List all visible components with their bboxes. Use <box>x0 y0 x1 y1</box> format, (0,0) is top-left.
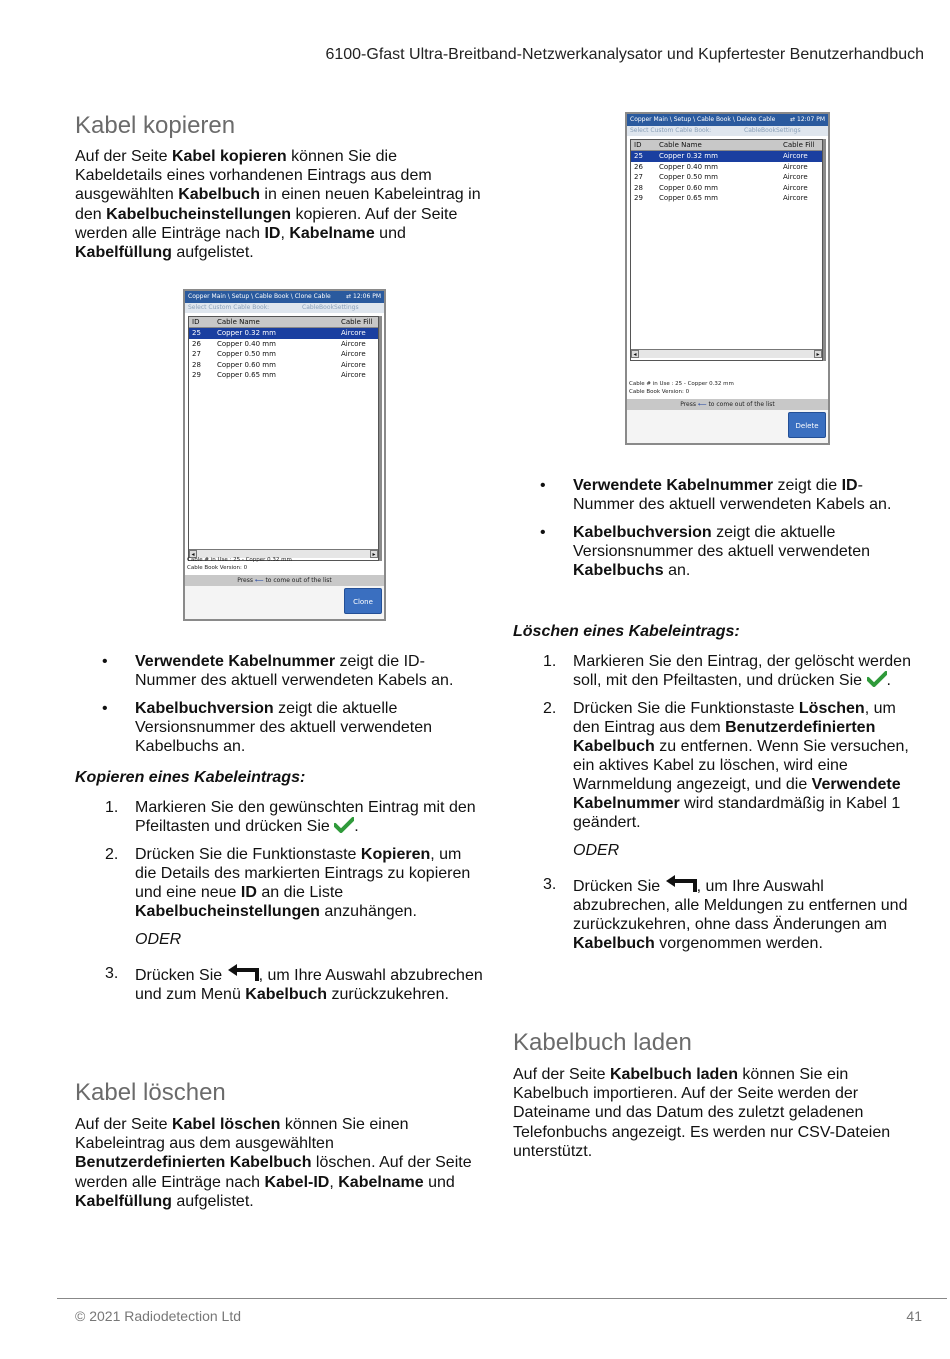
step-text: Markieren Sie den gewünschten Eintrag mit den Pfeiltasten und drücken Sie <box>135 799 476 835</box>
bold-term: Kabelfüllung <box>75 1192 172 1210</box>
copy-subheading: Kopieren eines Kabeleintrags: <box>75 769 306 786</box>
bullet-term: Verwendete Kabelnummer <box>135 653 336 670</box>
cable-list[interactable] <box>630 139 823 361</box>
step-text: , um den Eintrag aus dem <box>573 700 896 736</box>
bullet-term: Kabelbuchversion <box>135 700 274 717</box>
list-item: • Kabelbuchversion zeigt die aktuelle Versionsnummer des aktuell verwendeten Kabelbuchs an. <box>102 700 433 755</box>
step-3: 3. Drücken Sie , um Ihre Auswahl abzubrechen und zum Menü Kabelbuch zurückzukehren. <box>105 965 483 1003</box>
table-row[interactable] <box>189 339 378 350</box>
cell-cable-fill: Aircore <box>341 329 366 337</box>
table-row[interactable] <box>189 360 378 371</box>
press-hint-b: to come out of the list <box>708 401 775 408</box>
step-bold: Kabelbucheinstellungen <box>135 903 320 920</box>
table-row[interactable] <box>631 151 822 162</box>
cell-cable-name: Copper 0.50 mm <box>659 173 718 181</box>
step-text: Drücken Sie <box>573 878 661 895</box>
page-number: 41 <box>906 1308 922 1324</box>
step-text: , um Ihre Auswahl abzubrechen, alle Meldungen zu entfernen und zurückzukehren, ohne dass Änderungen am <box>573 878 908 933</box>
cable-book-version: Cable Book Version: 0 <box>629 389 690 395</box>
horizontal-scrollbar[interactable] <box>631 349 822 358</box>
bold-term: Kabelname <box>338 1173 424 1191</box>
oder-label: ODER <box>135 931 182 948</box>
cell-id: 27 <box>634 173 643 181</box>
step-bold: Kabelbuch <box>573 935 655 952</box>
scroll-right-icon[interactable]: ▸ <box>814 350 822 358</box>
bullet-text: zeigt die ID-Nummer des aktuell verwendeten Kabels an. <box>135 653 454 689</box>
step-bold: Kabelbuch <box>245 986 328 1003</box>
cable-list-header <box>631 140 822 151</box>
section-heading-copy: Kabel kopieren <box>75 112 236 139</box>
cable-in-use: Cable # in Use : 25 - Copper 0.32 mm <box>187 557 292 563</box>
step-text: wird standardmäßig in Kabel 1 geändert. <box>573 795 901 831</box>
cell-id: 27 <box>192 350 201 358</box>
oder-label: ODER <box>573 842 620 859</box>
cell-id: 26 <box>192 339 201 348</box>
function-bar <box>185 586 384 619</box>
col-id: ID <box>634 141 642 149</box>
cell-id: 29 <box>634 194 643 202</box>
cell-cable-name: Copper 0.65 mm <box>217 371 276 379</box>
bullet-text: zeigt die <box>773 477 842 494</box>
load-intro: Auf der Seite Kabelbuch laden können Sie ein Kabelbuch importieren. Auf der Seite werden der Dateiname und das Datum des zuletzt geladenen Telefonbuchs angezeigt. Es werden nur CSV-Dateien unterstützt. <box>513 1066 891 1160</box>
list-item: • Kabelbuchversion zeigt die aktuelle Versionsnummer des aktuell verwendeten Kabelbuchs an. <box>540 524 871 579</box>
step-2: 2. Drücken Sie die Funktionstaste Kopieren, um die Details des markierten Eintrags zu kopieren und eine neue ID an die Liste Kabelbucheinstellungen anzuhängen. ODER <box>135 845 485 949</box>
col-cable-name: Cable Name <box>659 141 702 149</box>
select-value: CableBookSettings <box>302 304 359 311</box>
cable-in-use: Cable # in Use : 25 - Copper 0.32 mm <box>629 381 734 387</box>
bold-term: Kabel kopieren <box>171 148 287 165</box>
cell-cable-fill: Aircore <box>783 194 808 202</box>
cell-cable-name: Copper 0.40 mm <box>217 339 276 348</box>
cable-rows <box>631 151 822 204</box>
press-hint-a: Press <box>680 401 696 408</box>
step-1: 1. Markieren Sie den Eintrag, der gelöscht werden soll, mit den Pfeiltasten, und drücken Sie . <box>543 653 911 689</box>
table-row[interactable] <box>189 349 378 360</box>
cell-id: 29 <box>192 371 201 379</box>
document-header: 6100-Gfast Ultra-Breitband-Netzwerkanalysator und Kupfertester Benutzerhandbuch <box>325 46 924 63</box>
step-bold: Benutzerdefinierten Kabelbuch <box>573 719 876 755</box>
press-hint <box>627 399 828 410</box>
bold-term: Kabelfüllung <box>75 244 172 262</box>
back-arrow-icon: ⟵ <box>254 577 264 584</box>
cable-list[interactable] <box>188 316 379 561</box>
press-hint <box>185 575 384 586</box>
titlebar-time: ⇄ 12:06 PM <box>346 293 381 300</box>
back-arrow-icon: ⟵ <box>697 401 707 408</box>
vertical-scrollbar[interactable] <box>823 139 826 361</box>
step-bold: Kopieren <box>360 846 431 863</box>
bold-term: Kabelbucheinstellungen <box>106 205 292 223</box>
bullet-term: Verwendete Kabelnummer <box>573 477 774 494</box>
step-text: zu entfernen. Wenn Sie versuchen, ein aktives Kabel zu löschen, wird eine Warnmeldung angezeigt, und die <box>573 738 909 793</box>
step-text: Drücken Sie die Funktionstaste <box>573 700 799 717</box>
bold-term: Kabelbuch <box>178 186 260 204</box>
cell-cable-fill: Aircore <box>341 371 366 379</box>
cable-book-version: Cable Book Version: 0 <box>187 565 248 571</box>
cell-id: 25 <box>192 329 201 337</box>
step-3: 3. Drücken Sie , um Ihre Auswahl abzubrechen, alle Meldungen zu entfernen und zurückzukehren, ohne dass Änderungen am Kabelbuch vorgenommen werden. <box>543 876 908 952</box>
step-text: , um Ihre Auswahl abzubrechen und zum Menü <box>135 967 483 1003</box>
delete-intro: Auf der Seite Kabel löschen können Sie einen Kabeleintrag aus dem ausgewählten Benutzerdefinierten Kabelbuch löschen. Auf der Seite werden alle Einträge nach Kabel-ID, Kabelname und Kabelfüllung aufgelistet. <box>75 1116 472 1210</box>
table-row[interactable] <box>631 183 822 194</box>
copy-steps <box>105 798 485 1013</box>
press-hint-b: to come out of the list <box>265 577 332 584</box>
step-bold: Verwendete Kabelnummer <box>573 776 901 812</box>
cell-id: 28 <box>634 183 643 192</box>
device-titlebar <box>627 114 828 126</box>
step-bold: Löschen <box>798 700 865 717</box>
cell-cable-name: Copper 0.60 mm <box>217 360 276 369</box>
bullet-text: an. <box>663 562 691 579</box>
delete-subheading: Löschen eines Kabeleintrags: <box>513 623 740 640</box>
col-id: ID <box>192 318 200 326</box>
cell-cable-name: Copper 0.40 mm <box>659 162 718 171</box>
cell-cable-name: Copper 0.50 mm <box>217 350 276 358</box>
cell-cable-name: Copper 0.60 mm <box>659 183 718 192</box>
cable-list-header <box>189 317 378 328</box>
clone-button[interactable]: Clone <box>344 588 382 614</box>
cell-cable-fill: Aircore <box>783 183 808 192</box>
cable-book-select[interactable] <box>627 126 828 136</box>
col-cable-fill: Cable Fill <box>341 318 373 326</box>
cell-cable-fill: Aircore <box>783 162 808 171</box>
cell-cable-name: Copper 0.65 mm <box>659 194 718 202</box>
table-row[interactable] <box>189 370 378 381</box>
cell-id: 26 <box>634 162 643 171</box>
step-text: Drücken Sie die Funktionstaste <box>135 846 361 863</box>
bullet-term: Kabelbuchversion <box>573 524 712 541</box>
bullet-term: ID <box>841 477 858 494</box>
cell-cable-fill: Aircore <box>783 173 808 181</box>
step-text: zurückzukehren. <box>327 986 449 1003</box>
step-text: Drücken Sie <box>135 967 223 984</box>
list-item: • Verwendete Kabelnummer zeigt die ID-Nummer des aktuell verwendeten Kabels an. <box>540 477 892 513</box>
step-2: 2. Drücken Sie die Funktionstaste Löschen, um den Eintrag aus dem Benutzerdefinierten Kabelbuch zu entfernen. Wenn Sie versuchen, ein aktives Kabel zu löschen, wird eine Warnmeldung angezeigt, und die Verwendete Kabelnummer wird standardmäßig in Kabel 1 geändert. ODER <box>573 699 925 860</box>
delete-bullets <box>540 476 923 589</box>
col-cable-name: Cable Name <box>217 318 260 326</box>
bold-term: ID <box>264 224 281 242</box>
cell-id: 28 <box>192 360 201 369</box>
clone-cable-screenshot <box>183 289 386 621</box>
bullet-text: zeigt die aktuelle Versionsnummer des aktuell verwendeten Kabelbuchs an. <box>135 700 433 755</box>
cell-id: 25 <box>634 152 643 160</box>
checkmark-icon <box>867 671 887 687</box>
bullet-term: Kabelbuchs <box>573 562 664 579</box>
list-item: • Verwendete Kabelnummer zeigt die ID-Nummer des aktuell verwendeten Kabels an. <box>102 653 454 689</box>
cable-rows <box>189 328 378 381</box>
back-arrow-icon <box>227 964 259 982</box>
scroll-right-icon[interactable]: ▸ <box>370 550 378 558</box>
cell-cable-fill: Aircore <box>341 360 366 369</box>
cell-cable-name: Copper 0.32 mm <box>659 152 718 160</box>
scroll-left-icon[interactable]: ◂ <box>631 350 639 358</box>
table-row[interactable] <box>631 172 822 183</box>
step-text: anzuhängen. <box>319 903 417 920</box>
function-bar <box>627 410 828 443</box>
step-text: , um die Details des markierten Eintrags zu kopieren und eine neue <box>135 846 471 901</box>
select-label: Select Custom Cable Book: <box>630 127 712 134</box>
step-text: Markieren Sie den Eintrag, der gelöscht werden soll, mit den Pfeiltasten, und drücken Sie <box>573 653 911 689</box>
back-arrow-icon <box>665 875 697 893</box>
bold-term: Benutzerdefinierten Kabelbuch <box>75 1154 312 1172</box>
delete-button[interactable]: Delete <box>788 412 826 438</box>
device-titlebar <box>185 291 384 303</box>
scroll-left-icon[interactable]: ◂ <box>189 550 197 558</box>
step-1: 1. Markieren Sie den gewünschten Eintrag mit den Pfeiltasten und drücken Sie . <box>105 799 476 835</box>
checkmark-icon <box>334 817 354 833</box>
titlebar-time: ⇄ 12:07 PM <box>790 116 825 123</box>
copy-bullets <box>102 652 485 765</box>
step-text: vorgenommen werden. <box>654 935 823 952</box>
bold-term: Kabel-ID <box>264 1173 330 1191</box>
cell-cable-fill: Aircore <box>341 339 366 348</box>
step-text: an die Liste <box>256 884 344 901</box>
press-hint-a: Press <box>237 577 253 584</box>
cell-cable-name: Copper 0.32 mm <box>217 329 276 337</box>
table-row[interactable] <box>189 328 378 339</box>
select-value: CableBookSettings <box>744 127 801 134</box>
delete-steps <box>543 652 925 962</box>
copy-intro: Auf der Seite Kabel kopieren können Sie die Kabeldetails eines vorhandenen Eintrags aus dem ausgewählten Kabelbuch in einen neuen Kabeleintrag in den Kabelbucheinstellungen kopieren. Auf der Seite werden alle Einträge nach ID, Kabelname und Kabelfüllung aufgelistet. <box>75 148 481 262</box>
section-heading-delete: Kabel löschen <box>75 1079 226 1106</box>
table-row[interactable] <box>631 193 822 204</box>
delete-cable-screenshot <box>625 112 830 445</box>
bullet-text: zeigt die aktuelle Versionsnummer des aktuell verwendeten <box>573 524 871 560</box>
cell-cable-fill: Aircore <box>783 152 808 160</box>
bold-term: Kabelbuch laden <box>609 1066 738 1083</box>
cell-cable-fill: Aircore <box>341 350 366 358</box>
table-row[interactable] <box>631 162 822 173</box>
step-bold: ID <box>240 884 257 901</box>
col-cable-fill: Cable Fill <box>783 141 815 149</box>
titlebar-path: Copper Main \ Setup \ Cable Book \ Clone Cable <box>188 293 331 300</box>
select-label: Select Custom Cable Book: <box>188 304 270 311</box>
cable-book-select[interactable] <box>185 303 384 313</box>
footer-copyright: © 2021 Radiodetection Ltd <box>75 1308 241 1324</box>
titlebar-path: Copper Main \ Setup \ Cable Book \ Delete Cable <box>630 116 776 123</box>
bold-term: Kabelname <box>289 224 375 242</box>
section-heading-load: Kabelbuch laden <box>513 1029 692 1056</box>
bold-term: Kabel löschen <box>171 1116 281 1133</box>
bullet-text: -Nummer des aktuell verwendeten Kabels an. <box>573 477 892 513</box>
footer-divider <box>57 1298 947 1299</box>
vertical-scrollbar[interactable] <box>379 316 382 561</box>
